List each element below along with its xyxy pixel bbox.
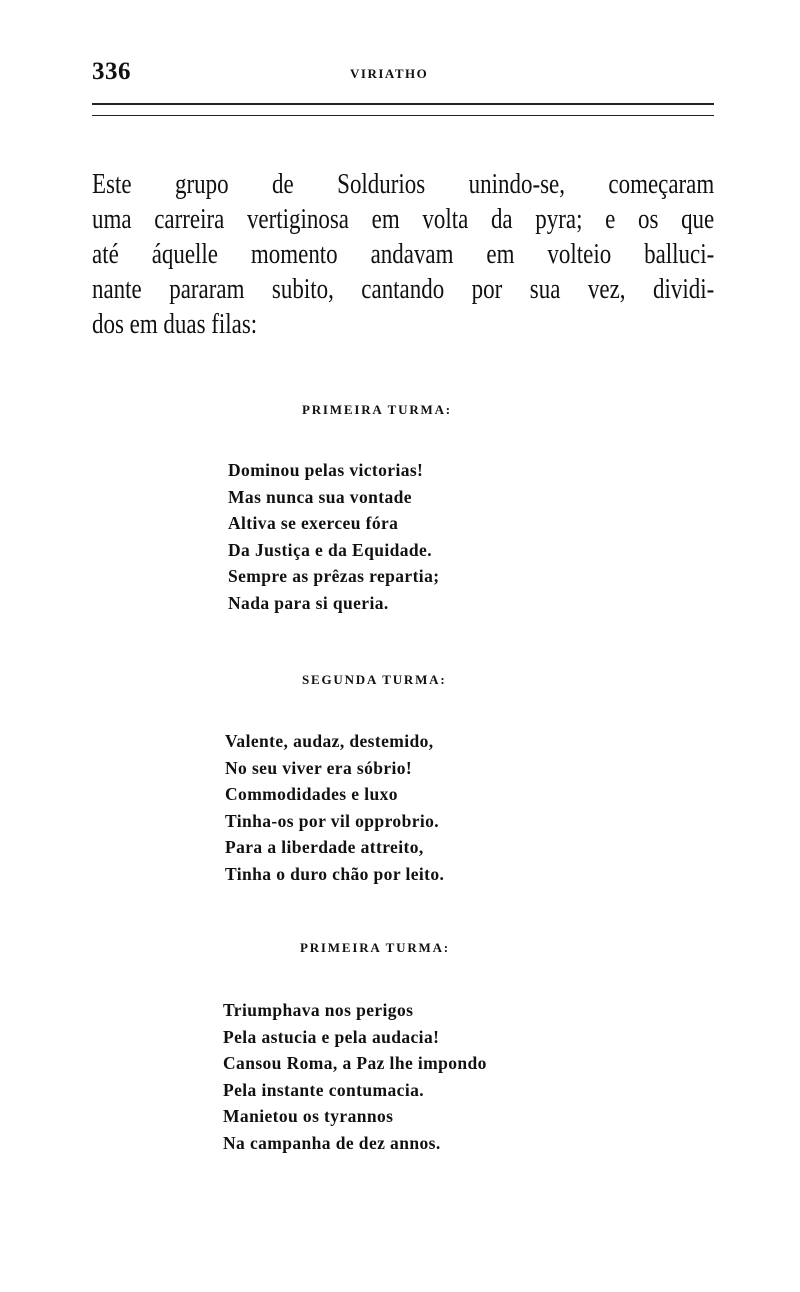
verse-line: Da Justiça e da Equidade. xyxy=(228,539,432,560)
verse-line: Nada para si queria. xyxy=(228,592,389,613)
verse-line: Pela astucia e pela audacia! xyxy=(223,1026,440,1047)
verse-line: Cansou Roma, a Paz lhe impondo xyxy=(223,1053,487,1073)
stanza-2 xyxy=(225,728,444,887)
page-number: 336 xyxy=(92,58,131,85)
verse-line: No seu viver era sóbrio! xyxy=(225,757,413,778)
verse-line: Commodidades e luxo xyxy=(225,784,398,804)
running-title: VIRIATHO xyxy=(350,66,429,81)
stanza-3 xyxy=(223,997,487,1156)
verse-line: Sempre as prêzas repartia; xyxy=(228,566,440,586)
verse-line: Para a liberdade attreito, xyxy=(225,837,424,857)
prose-line: nante pararam subito, cantando por sua vez, dividi- xyxy=(92,274,715,305)
stanza-1 xyxy=(228,457,439,616)
prose-paragraph xyxy=(92,167,714,342)
verse-line: Pela instante contumacia. xyxy=(223,1079,425,1100)
verse-line: Altiva se exerceu fóra xyxy=(228,513,399,533)
header-rule-thick xyxy=(92,103,714,105)
verse-line: Tinha o duro chão por leito. xyxy=(225,863,445,884)
verse-line: Tinha-os por vil opprobrio. xyxy=(225,810,440,831)
prose-line: uma carreira vertiginosa em volta da pyra; e os que xyxy=(92,204,715,235)
verse-line: Dominou pelas victorias! xyxy=(228,460,424,480)
prose-line: até áquelle momento andavam em volteio balluci- xyxy=(92,239,715,270)
running-head xyxy=(92,58,714,92)
verse-line: Mas nunca sua vontade xyxy=(228,486,412,507)
header-rule-thin xyxy=(92,115,714,116)
verse-line: Manietou os tyrannos xyxy=(223,1106,394,1126)
stanza-heading-segunda-turma: SEGUNDA TURMA: xyxy=(302,672,447,687)
prose-line: dos em duas filas: xyxy=(92,309,258,340)
stanza-heading-primeira-turma-2: PRIMEIRA TURMA: xyxy=(300,940,450,955)
prose-line: Este grupo de Soldurios unindo-se, começaram xyxy=(92,169,715,200)
stanza-heading-primeira-turma: PRIMEIRA TURMA: xyxy=(302,402,452,417)
verse-line: Na campanha de dez annos. xyxy=(223,1132,441,1153)
verse-line: Valente, audaz, destemido, xyxy=(225,731,434,751)
verse-line: Triumphava nos perigos xyxy=(223,1000,414,1020)
